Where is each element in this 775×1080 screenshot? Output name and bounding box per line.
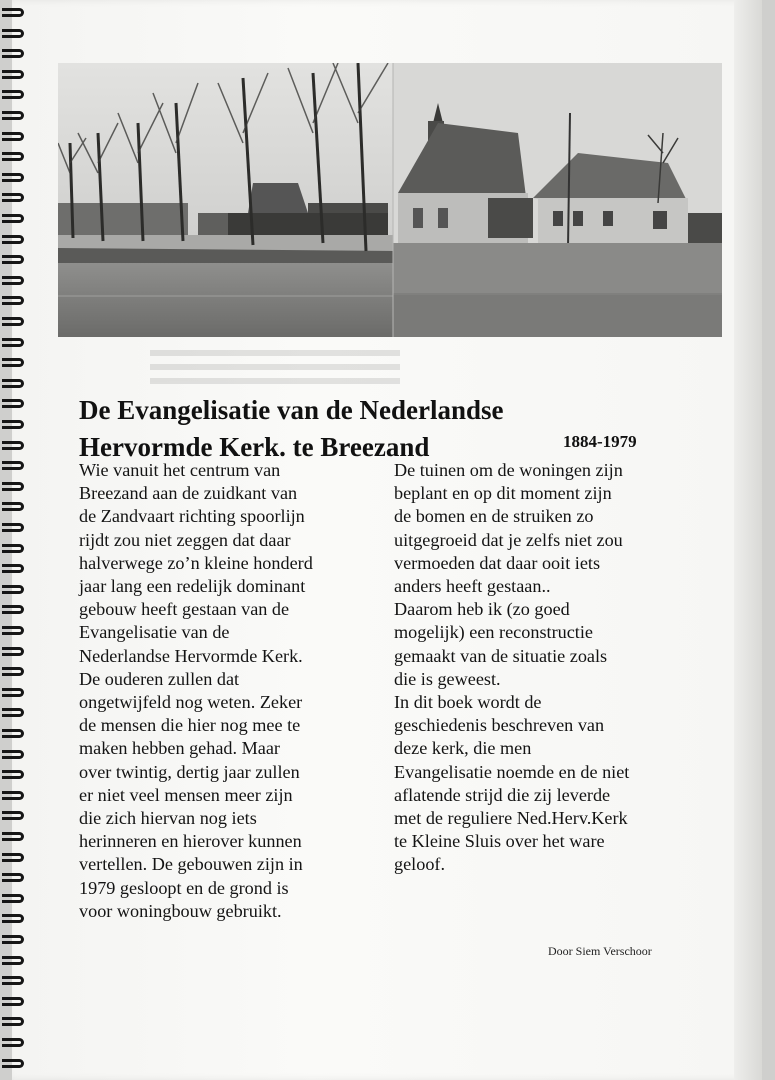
text-line: de mensen die hier nog mee te [79, 715, 301, 736]
text-line: Evangelisatie noemde en de niet [394, 761, 630, 782]
text-line: Daarom heb ik (zo goed [394, 599, 570, 620]
text-line: De ouderen zullen dat [79, 668, 240, 689]
spiral-coil [2, 523, 24, 532]
spiral-coil [2, 29, 24, 38]
text-line: er niet veel mensen meer zijn [79, 784, 293, 805]
text-line: vermoeden dat daar ooit iets [394, 552, 601, 573]
spiral-coil [2, 873, 24, 882]
spiral-coil [2, 317, 24, 326]
spiral-coil [2, 544, 24, 553]
text-line: de Zandvaart richting spoorlijn [79, 506, 305, 527]
spiral-coil [2, 193, 24, 202]
author-byline: Door Siem Verschoor [548, 944, 652, 958]
text-line: de bomen en de struiken zo [394, 506, 594, 527]
spiral-coil [2, 49, 24, 58]
text-line: In dit boek wordt de [394, 692, 542, 713]
spiral-coil [2, 770, 24, 779]
text-line: uitgegroeid dat je zelfs niet zou [394, 529, 623, 550]
spiral-coil [2, 997, 24, 1006]
text-line: Nederlandse Hervormde Kerk. [79, 645, 303, 666]
year-range: 1884-1979 [563, 432, 637, 451]
page-edge [734, 0, 762, 1080]
text-line: gemaakt van de situatie zoals [394, 645, 608, 666]
spiral-coil [2, 255, 24, 264]
spiral-coil [2, 626, 24, 635]
text-line: anders heeft gestaan.. [394, 576, 551, 597]
left-column [79, 459, 313, 923]
spiral-coil [2, 1059, 24, 1068]
text-line: Evangelisatie van de [79, 622, 230, 643]
spiral-coil [2, 420, 24, 429]
spiral-coil [2, 585, 24, 594]
text-line: ongetwijfeld nog weten. Zeker [79, 692, 303, 713]
text-line: geloof. [394, 854, 446, 875]
spiral-coil [2, 750, 24, 759]
text-line: Wie vanuit het centrum van [79, 460, 281, 480]
text-line: aflatende strijd die zij leverde [394, 784, 611, 805]
right-column [394, 459, 629, 877]
spiral-coil [2, 173, 24, 182]
title-line-1: De Evangelisatie van de Nederlandse [79, 395, 504, 425]
spiral-coil [2, 708, 24, 717]
text-line: die zich hiervan nog iets [79, 808, 257, 829]
text-line: vertellen. De gebouwen zijn in [79, 854, 303, 875]
spiral-coil [2, 647, 24, 656]
page-title [79, 392, 679, 466]
spiral-coil [2, 358, 24, 367]
text-line: herinneren en hierover kunnen [79, 831, 302, 852]
spiral-coil [2, 8, 24, 17]
spiral-coil [2, 811, 24, 820]
spiral-coil [2, 894, 24, 903]
spiral-coil [2, 688, 24, 697]
spiral-coil [2, 1017, 24, 1026]
spiral-coil [2, 791, 24, 800]
text-line: Breezand aan de zuidkant van [79, 483, 298, 504]
text-line: over twintig, dertig jaar zullen [79, 761, 300, 782]
spiral-coil [2, 379, 24, 388]
spiral-coil [2, 214, 24, 223]
text-line: met de reguliere Ned.Herv.Kerk [394, 808, 628, 829]
spiral-coil [2, 276, 24, 285]
spiral-coil [2, 667, 24, 676]
title-line-2: Hervormde Kerk. te Breezand [79, 432, 430, 462]
spiral-coil [2, 132, 24, 141]
spiral-coil [2, 605, 24, 614]
spiral-coil [2, 296, 24, 305]
text-line: geschiedenis beschreven van [394, 715, 605, 736]
spiral-coil [2, 111, 24, 120]
spiral-coil [2, 70, 24, 79]
spiral-coil [2, 502, 24, 511]
text-line: voor woningbouw gebruikt. [79, 900, 282, 921]
spiral-coil [2, 235, 24, 244]
spiral-coil [2, 564, 24, 573]
spiral-coil [2, 976, 24, 985]
text-line: gebouw heeft gestaan van de [79, 599, 290, 620]
spiral-coil [2, 461, 24, 470]
text-line: te Kleine Sluis over het ware [394, 831, 605, 852]
historic-photo [58, 63, 722, 337]
text-line: mogelijk) een reconstructie [394, 622, 593, 643]
text-line: 1979 gesloopt en de grond is [79, 877, 289, 898]
spiral-coil [2, 853, 24, 862]
spiral-coil [2, 729, 24, 738]
text-line: halverwege zo’n kleine honderd [79, 552, 313, 573]
spiral-coil [2, 90, 24, 99]
text-line: beplant en op dit moment zijn [394, 483, 612, 504]
text-line: De tuinen om de woningen zijn [394, 460, 623, 480]
text-line: maken hebben gehad. Maar [79, 738, 280, 759]
spiral-coil [2, 1038, 24, 1047]
spiral-coil [2, 935, 24, 944]
spiral-coil [2, 956, 24, 965]
spiral-coil [2, 832, 24, 841]
spiral-coil [2, 399, 24, 408]
spiral-coil [2, 482, 24, 491]
text-line: die is geweest. [394, 668, 501, 689]
text-line: rijdt zou niet zeggen dat daar [79, 529, 291, 550]
text-line: jaar lang een redelijk dominant [79, 576, 306, 597]
spiral-binding [0, 0, 30, 1080]
spiral-coil [2, 338, 24, 347]
spiral-coil [2, 152, 24, 161]
spiral-coil [2, 441, 24, 450]
text-line: deze kerk, die men [394, 738, 532, 759]
spiral-coil [2, 914, 24, 923]
